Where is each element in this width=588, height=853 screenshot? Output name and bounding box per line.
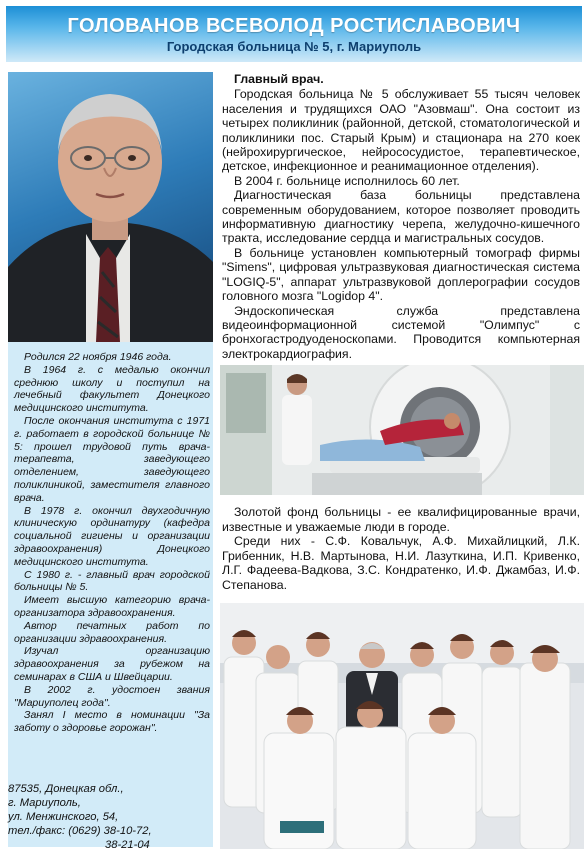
main-paragraph: Городская больница № 5 обслуживает 55 тысяч человек населения и трудящихся ОАО "Азовмаш". Она состоит из четырех поликлиник (районной, детской, стоматологической и поликлиники пос. Старый Крым) и стационара на 270 коек (нейрохирургическое, нейрососудистое, терапевтическое, детское, инфекционное и реанимационное отделения). xyxy=(222,87,580,174)
staff-group-photo xyxy=(220,603,584,849)
golden-fund-text xyxy=(222,505,580,593)
main-paragraph: Диагностическая база больницы представлена современным оборудованием, которое позволяет проводить информативную диагностику черепа, желудочно-кишечного тракта, исследование сердца и магистральных сосудов. xyxy=(222,188,580,246)
lower-paragraph: Среди них - С.Ф. Ковальчук, А.Ф. Михайлицкий, Л.К. Грибенник, Н.В. Мартынова, Н.И. Лазуткина, И.П. Кривенко, Л.Г. Фадеева-Вадкова, З.С. Кондратенко, И.Ф. Джамбаз, И.Ф. Степанова. xyxy=(222,534,580,592)
bio-paragraph: После окончания института с 1971 г. работает в городской больнице № 5: прошел трудовой путь врача-терапевта, заведующего отделением, заведующего поликлиникой, заместителя главного врача. xyxy=(14,414,210,504)
address-line: тел./факс: (0629) 38-10-72, xyxy=(8,825,152,837)
bio-paragraph: Занял I место в номинации "За заботу о здоровье горожан". xyxy=(14,709,210,735)
bio-paragraph: В 2002 г. удостоен звания "Мариуполец года". xyxy=(14,683,210,709)
main-paragraph: Эндоскопическая служба представлена видеоинформационной системой "Олимпус" с бронхогастродуоденоскопами. Проводится компьютерная электрокардиография. xyxy=(222,303,580,361)
hospital-subtitle: Городская больница № 5, г. Мариуполь xyxy=(166,39,422,54)
main-paragraph: В больнице установлен компьютерный томограф фирмы "Simens", цифровая ультразвуковая диагностическая система "LOGIQ-5", аппарат ультразвуковой доплерографии сосудов головного мозга "Logidop 4". xyxy=(222,245,580,304)
lower-paragraph: Золотой фонд больницы - ее квалифицированные врачи, известные и уважаемые люди в городе. xyxy=(222,505,580,534)
bio-paragraph: Изучал организацию здравоохранения за рубежом на семинарах в США и Швейцарии. xyxy=(14,645,210,683)
bio-paragraph: Имеет высшую категорию врача-организатора здравоохранения. xyxy=(14,594,210,619)
contact-address xyxy=(8,782,208,852)
bio-paragraph: Родился 22 ноября 1946 года. xyxy=(24,351,172,363)
bio-paragraph: Автор печатных работ по организации здравоохранения. xyxy=(14,619,210,645)
main-paragraph: В 2004 г. больнице исполнилось 60 лет. xyxy=(234,173,460,188)
header-banner xyxy=(6,6,582,62)
main-text xyxy=(222,72,580,361)
address-line: 38-21-04 xyxy=(105,839,150,851)
person-name: ГОЛОВАНОВ ВСЕВОЛОД РОСТИСЛАВОВИЧ xyxy=(67,15,521,37)
bio-paragraph: С 1980 г. - главный врач городской больницы № 5. xyxy=(14,568,210,594)
portrait-photo xyxy=(8,72,213,342)
address-line: 87535, Донецкая обл., xyxy=(8,783,124,795)
bio-paragraph: В 1964 г. с медалью окончил среднюю школу и поступил на лечебный факультет Донецкого медицинского института. xyxy=(14,363,210,415)
role-heading: Главный врач. xyxy=(234,72,324,86)
bio-paragraph: В 1978 г. окончил двухгодичную клиническую ординатуру (кафедра социальной гигиены и организации здравоохранения) Донецкого медицинского института. xyxy=(14,504,210,568)
ct-scanner-photo xyxy=(220,365,584,495)
address-line: г. Мариуполь, xyxy=(8,797,81,809)
biography xyxy=(14,351,210,735)
address-line: ул. Менжинского, 54, xyxy=(8,811,119,823)
